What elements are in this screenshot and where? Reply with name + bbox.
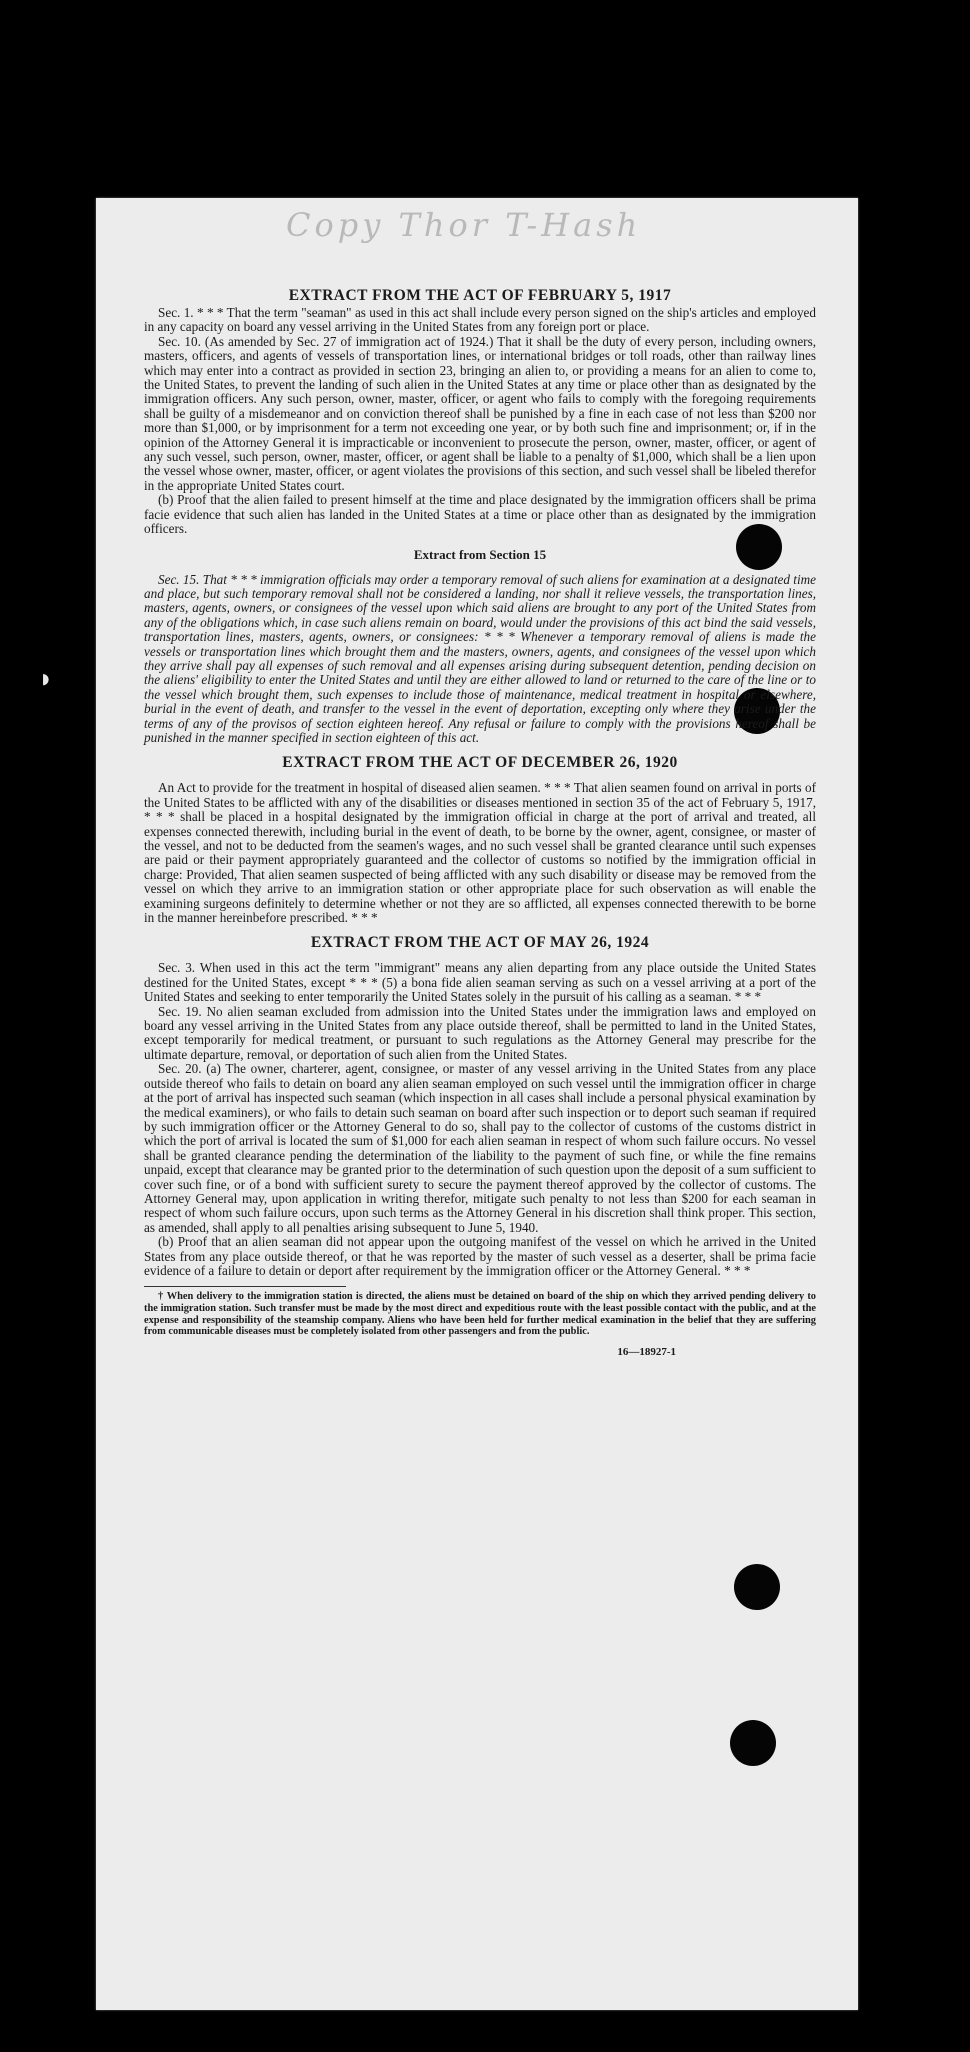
- heading-act-1924: EXTRACT FROM THE ACT OF MAY 26, 1924: [310, 934, 650, 952]
- paragraph-sec-10-b: (b) Proof that the alien failed to present himself at the time and place designated by the immigration officers shall be prima facie evidence that such alien has landed in the United States at a time or place other than as designated by the immigration officers.: [144, 492, 816, 537]
- paragraph-act-1920: An Act to provide for the treatment in hospital of diseased alien seamen. * * * That alien seamen found on arrival in ports of the United States to be afflicted with any of the disabilities or diseases mentioned in section 35 of the act of February 5, 1917, * * * shall be placed in a hospital designated by the immigration official in charge at the port of arrival and treated, all expenses connected therewith, including burial in the event of death, to be borne by the owner, agent, consignee, or master of the vessel, and not to be deducted from the seamen's wages, and no such vessel shall be granted clearance until such expenses are paid or their payment appropriately guaranteed and the collector of customs so notified by the immigration official in charge: Provided, That alien seamen suspected of being afflicted with any such disability or disease may be removed from the vessel on which they arrive to an immigration station or other appropriate place for such observation as will enable the examining surgeons definitely to determine whether or not they are so afflicted, all expenses connected therewith to be borne in the manner hereinbefore prescribed. * * *: [144, 780, 816, 926]
- paragraph-sec-15: Sec. 15. That * * * immigration officials may order a temporary removal of such aliens for examination at a designated time and place, but such temporary removal shall not be considered a landing, nor shall it relieve vessels, the transportation lines, masters, agents, owners, or consignees of the vessel upon which said aliens are brought to any port of the United States from any of the obligations which, in case such aliens remain on board, would under the provisions of this act bind the said vessels, transportation lines, masters, agents, owners, or consignees: * * * Whenever a temporary removal of aliens is made the vessels or transportation lines which brought them and the masters, owners, agents, and consignees of the vessel upon which they arrive shall pay all expenses of such removal and all expenses arising during subsequent detention, pending decision on the aliens' eligibility to enter the United States and until they are either allowed to land or returned to the care of the line or to the vessel which brought them, such expenses to include those of maintenance, medical treatment in hospital or elsewhere, burial in the event of death, and transfer to the vessel in the event of deportation, excepting only where they arise under the terms of any of the provisos of section eighteen hereof. Any refusal or failure to comply with the provisions hereof shall be punished in the manner specified in section eighteen of this act.: [144, 571, 816, 745]
- handwritten-note: Copy Thor T-Hash: [286, 206, 642, 244]
- punch-hole: [734, 1564, 780, 1610]
- paragraph-sec-1: Sec. 1. * * * That the term "seaman" as used in this act shall include every person signed on the ship's articles and employed in any capacity on board any vessel arriving in the United States from any foreign port or place.: [144, 305, 816, 335]
- form-code: 16—18927-1: [617, 1345, 676, 1358]
- paragraph-sec-10: Sec. 10. (As amended by Sec. 27 of immigration act of 1924.) That it shall be the duty of every person, including owners, masters, officers, and agents of vessels of transportation lines, or international bridges or toll roads, other than railway lines which may enter into a contract as provided in section 23, bringing an alien to, or providing a means for an alien to come to, the United States, to prevent the landing of such alien in the United States at any time or place other than as designated by the immigration officers. Any such person, owner, master, officer, or agent who fails to comply with the foregoing requirements shall be guilty of a misdemeanor and on conviction thereof shall be punished by a fine in each case of not less than $200 nor more than $1,000, or by imprisonment for a term not exceeding one year, or by both such fine and imprisonment; or, if in the opinion of the Attorney General it is impracticable or inconvenient to prosecute the person, owner, master, officer, or agent of any such vessel, such person, owner, master, officer, or agent shall be liable to a penalty of $1,000, which shall be a lien upon the vessel whose owner, master, officer, or agent violates the provisions of this section, and such vessel shall be libeled therefor in the appropriate United States court.: [144, 333, 817, 493]
- heading-act-1917: EXTRACT FROM THE ACT OF FEBRUARY 5, 1917: [288, 287, 672, 304]
- document-body: [144, 286, 816, 1358]
- scan-artifact: ◗: [38, 664, 54, 693]
- heading-act-1920: EXTRACT FROM THE ACT OF DECEMBER 26, 1920: [282, 754, 678, 772]
- heading-section-15: Extract from Section 15: [413, 546, 547, 562]
- punch-hole: [730, 1720, 776, 1766]
- document-page: [96, 198, 858, 2010]
- footnote-divider: [144, 1286, 346, 1287]
- paragraph-sec-20: Sec. 20. (a) The owner, charterer, agent, consignee, or master of any vessel arriving in the United States from any place outside thereof who fails to detain on board any alien seaman employed on such vessel until the immigration officer in charge at the port of arrival has inspected such seaman (which inspection in all cases shall include a personal physical examination by the medical examiners), or who fails to detain such seaman on board after such inspection or to deport such seaman if required by such immigration officer or the Attorney General to do so, shall pay to the collector of customs of the customs district in which the port of arrival is located the sum of $1,000 for each alien seaman in respect of whom such failure occurs. No vessel shall be granted clearance pending the determination of the liability to the payment of such fine, or while the fine remains unpaid, except that clearance may be granted prior to the determination of such question upon the deposit of a sum sufficient to cover such fine, or of a bond with sufficient surety to secure the payment thereof approved by the collector of customs. The Attorney General may, upon application in writing therefor, mitigate such penalty to not less than $200 for each seaman in respect of whom such failure occurs, upon such terms as the Attorney General in his discretion shall think proper. This section, as amended, shall apply to all penalties arising subsequent to June 5, 1940.: [144, 1061, 816, 1235]
- paragraph-sec-3: Sec. 3. When used in this act the term "immigrant" means any alien departing from any place outside the United States destined for the United States, except * * * (5) a bona fide alien seaman serving as such on a vessel arriving at a port of the United States and seeking to enter temporarily the United States solely in the pursuit of his calling as a seaman. * * *: [144, 960, 816, 1005]
- footnote: † When delivery to the immigration station is directed, the aliens must be detained on board of the ship on which they arrived pending delivery to the immigration station. Such transfer must be made by the most direct and expeditious route with the least possible contact with the public, and at the expense and responsibility of the steamship company. Aliens who have been held for further medical examination in the belief that they are suffering from communicable diseases must be completely isolated from other passengers and from the public.: [144, 1291, 816, 1338]
- paragraph-sec-19: Sec. 19. No alien seaman excluded from admission into the United States under the immigration laws and employed on board any vessel arriving in the United States from any place outside thereof, shall be permitted to land in the United States, except temporarily for medical treatment, or pursuant to such regulations as the Attorney General may prescribe for the ultimate departure, removal, or deportation of such alien from the United States.: [144, 1003, 816, 1062]
- paragraph-sec-20-b: (b) Proof that an alien seaman did not appear upon the outgoing manifest of the vessel on which he arrived in the United States from any place outside thereof, or that he was reported by the master of such vessel as a deserter, shall be prima facie evidence of a failure to detain or deport after requirement by the immigration officer or the Attorney General. * * *: [144, 1234, 816, 1278]
